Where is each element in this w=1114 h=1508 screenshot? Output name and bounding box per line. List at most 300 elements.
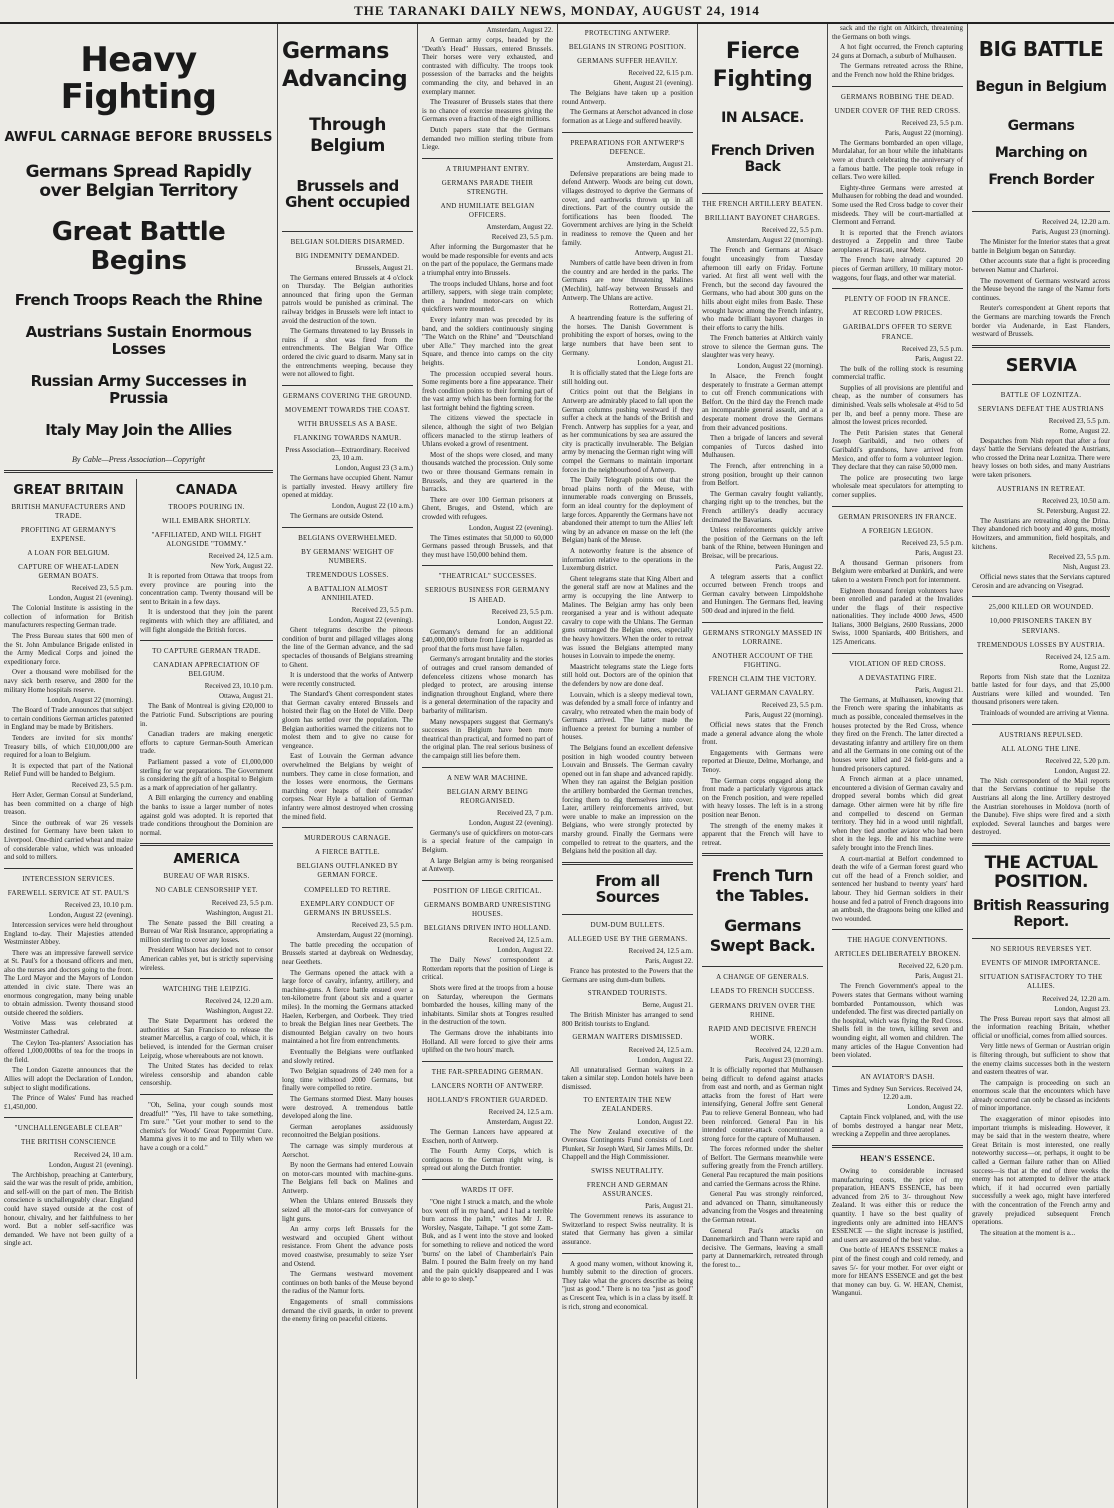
article-paragraph: The battle preceding the occupation of Brussels started at daybreak on Wednesday, near Geethets. [282, 940, 413, 967]
kicker: VALIANT GERMAN CAVALRY. [710, 688, 815, 697]
article-paragraph: The Belgians have taken up a position round Antwerp. [562, 89, 693, 106]
headline-big-battle: BIG BATTLE [978, 37, 1104, 61]
kicker: GARIBALDI'S OFFER TO SERVE FRANCE. [842, 323, 953, 341]
dateline: Received 24, 12.5 a.m. [488, 936, 553, 945]
article-paragraph: Supplies of all provisions are plentiful and cheap, as the number of consumers has diminished. Veals sells wholesale at 4½d to 5d per lb, and beef a penny more. These are almost the lowest prices recorded. [832, 383, 963, 427]
article-paragraph: The French have already captured 20 pieces of German artillery, 10 military motor-waggons, four flags, and other war material. [832, 256, 963, 282]
kicker: BELGIANS OUTFLANKED BY GERMAN FORCE. [296, 862, 399, 880]
article-paragraph: It is officially stated that the Liege forts are still holding out. [562, 369, 693, 386]
kicker: WARDS IT OFF. [461, 1185, 514, 1194]
kicker: FLANKING TOWARDS NAMUR. [293, 434, 402, 443]
article-paragraph: Over a thousand were mobilised for the navy sick berth reserve, and 2800 for the military Home hospitals reserve. [4, 668, 133, 694]
kicker: TROOPS POURING IN. [168, 502, 245, 511]
dateline: Received 24, 12.5 a.m. [628, 1045, 693, 1054]
kicker: THE FRENCH ARTILLERY BEATEN. [702, 200, 823, 209]
headline-austrians-losses: Austrians Sustain Enormous Losses [25, 323, 252, 358]
headline-fierce-fighting: Fierce Fighting [712, 39, 813, 92]
dateline: Amsterdam, August 22 (morning). [726, 236, 823, 245]
kicker: INTERCESSION SERVICES. [22, 874, 115, 883]
column-2 [278, 24, 418, 1508]
article-paragraph: The Germans at Aerschot advanced in close formation as at Liege and suffered heavily. [562, 108, 693, 126]
dateline: London, August 22. [637, 1055, 693, 1064]
dateline: Received 23, 5.5 p.m. [901, 538, 963, 547]
kicker: SERIOUS BUSINESS FOR GERMANY IS AHEAD. [425, 586, 550, 604]
column-3 [418, 24, 558, 1508]
dateline: Received 24, 12.5 a.m. [1045, 652, 1110, 661]
article-paragraph: The Germans have occupied Ghent. Namur is partially invested. Heavy artillery fire opened at midday. [282, 474, 413, 500]
kicker: 25,000 KILLED OR WOUNDED. [988, 603, 1094, 612]
article-paragraph: The Germans entered Brussels at 4 o'clock on Thursday. The Belgian authorities announced that firing upon the German patrols would be punished as criminal. The railway bridges in Brussels were left intact to avoid the destruction of the town. [282, 273, 413, 325]
kicker: BIG INDEMNITY DEMANDED. [295, 251, 400, 260]
dateline: Received 23, 5.5 p.m. [351, 920, 413, 929]
article-paragraph: It is officially reported that Mulhausen being difficult to defend against attacks from east and north, and as German night attacks from the forest of Hart were intensifying, General Joffre sent General Pau to relieve General Bonneau, who had been reinforced. General Pau in his intended counter-attack concentrated a strong force for the capture of Mulhausen. [702, 1065, 823, 1143]
kicker: THE BRITISH CONSCIENCE [21, 1138, 116, 1147]
kicker: CAPTURE OF WHEAT-LADEN GERMAN BOATS. [18, 563, 119, 581]
dateline: Amsterdam, August 22. [486, 1118, 553, 1126]
kicker: 10,000 PRISONERS TAKEN BY SERVIANS. [989, 617, 1093, 635]
article-paragraph: The strength of the enemy makes it apparent that the French will have to retreat. [702, 821, 823, 847]
article-paragraph: The carnage was simply murderous at Aerschot. [282, 1141, 413, 1159]
kicker: GERMANS SUFFER HEAVILY. [577, 57, 678, 66]
dateline: London, August 21. [637, 359, 693, 368]
kicker: FAREWELL SERVICE AT ST. PAUL'S [7, 888, 130, 897]
kicker: PLENTY OF FOOD IN FRANCE. [844, 295, 951, 304]
article-paragraph: The Prince of Wales' Fund has reached £1,450,000. [4, 1094, 133, 1111]
article-paragraph: Every infantry man was preceded by its band, and the soldiers continuously singing "The Watch on the Rhine" and "Deutschland uber Alle." They marched into the great Square, and thence into camps on the city heights. [422, 315, 553, 367]
dateline: Received 24, 12.5 a.m. [488, 1108, 553, 1116]
headline-brussels-ghent: Brussels and Ghent occupied [285, 176, 410, 211]
dateline: Paris, August 21. [915, 972, 963, 981]
kicker: VIOLATION OF RED CROSS. [849, 659, 946, 668]
dateline: Antwerp, August 21. [634, 249, 693, 258]
dateline: London, August 22. [1054, 766, 1110, 775]
article-paragraph: The Times estimates that 50,000 to 60,000 Germans passed through Brussels, and that they must have 150,000 behind them. [422, 533, 553, 559]
article-paragraph: The police are prosecuting two large wholesale meat speculators for attempting to corner supplies. [832, 473, 963, 499]
kicker: PROFITING AT GERMANY'S EXPENSE. [20, 525, 117, 543]
kicker: COMPELLED TO RETIRE. [304, 885, 391, 894]
section-head-canada: CANADA [175, 482, 238, 498]
dateline: Press Association—Extraordinary. Received 23, 10 a.m. [285, 446, 410, 463]
kicker: GERMANS BOMBARD UNRESISTING HOUSES. [423, 900, 552, 918]
kicker: EXEMPLARY CONDUCT OF GERMANS IN BRUSSELS. [300, 899, 395, 917]
dateline: Received 23, 10.50 a.m. [1042, 496, 1110, 505]
article-paragraph: Engagements with Germans were reported at Dieuze, Delme, Morhange, and Tenoy. [702, 748, 823, 775]
dateline: Paris, August 22 (morning). [745, 711, 823, 720]
article-paragraph: Herr Axler, German Consul at Sunderland, has been committed on a charge of high treason. [4, 790, 133, 817]
dateline: Received 23, 5.5 p.m. [71, 780, 133, 789]
article-paragraph: Reports from Nish state that the Loznitza battle lasted for four days, and that 25,000 Austrians were killed and wounded. Ten thousand prisoners were taken. [972, 672, 1110, 707]
article-paragraph: The bulk of the rolling stock is resuming commercial traffic. [832, 364, 963, 382]
kicker: CANADIAN APPRECIATION OF BELGIUM. [153, 661, 260, 679]
article-paragraph: Official news states that the Servians captured Cerosin and are advancing on Visegrad. [972, 573, 1110, 590]
article-paragraph: The Nish correspondent of the Mail reports that the Servians continue to repulse the Austrians all along the line. Artillery destroyed the Austrian storehouses in Moldova (north of the Danube). Five ships were fired and a sixth exploded. Several launches and barges were destroyed. [972, 776, 1110, 837]
dateline: Received 24, 10 a.m. [73, 1150, 133, 1159]
article-paragraph: The Germans are outside Ostend. [290, 511, 384, 520]
advertisement-title: HEAN'S ESSENCE. [860, 1153, 935, 1163]
byline: By Cable—Press Association—Copyright [72, 454, 205, 464]
article-paragraph: The French Government's appeal to the Powers states that Germans without warning bombarded Pontamousson, which was undefended. The first was directed partially on the hospital, which was flying the Red Cross. Shells fell in the town, killing seven and wounding eight, all women and children. The many articles of the Hague Convention had been violated. [832, 982, 963, 1060]
kicker: PREPARATIONS FOR ANTWERP'S DEFENCE. [570, 138, 685, 156]
dateline: London, August 22. [907, 1102, 963, 1111]
dateline: Received 22, 5.5 p.m. [761, 226, 823, 235]
dateline: Paris, August 22. [645, 956, 693, 965]
kicker: BELGIANS OVERWHELMED. [298, 533, 397, 542]
kicker: A NEW WAR MACHINE. [447, 773, 528, 782]
article-paragraph: sack and the right on Altkirch, threatening the Germans on both wings. [832, 24, 963, 41]
dateline: Received 22, 5.20 p.m. [1045, 756, 1110, 765]
dateline: New York, August 22. [210, 562, 273, 571]
article-paragraph: The Germans threatened to lay Brussels in ruins if a shot was fired from the entrenchments. The Belgian War Office ordered the civic guard to disarm. Many sat in the entrenchments weeping, because they were not allowed to fight. [282, 327, 413, 379]
column-1 [0, 24, 278, 1508]
kicker: A TRIUMPHANT ENTRY. [445, 164, 530, 173]
kicker: TREMENDOUS LOSSES BY AUSTRIA. [976, 640, 1106, 649]
article-paragraph: A heartrending feature is the suffering of the horses. The Danish Government is prohibiting the export of horses, owing to the large numbers that have been sent to Germany. [562, 314, 693, 357]
advertisement: "One night I struck a match, and the whole box went off in my hand, and I had a terrible burn across the palm," writes Mr J. R. Worsley, Nasgate, Taihape. "I got some Zam-Buk, and as I went into the stove and looked for something to relieve and noticed the word 'burns' on the label of Chamberlain's Pain Balm. I poured the Balm freely on my hand and the pain quickly disappeared and I was able to go to sleep." [422, 1198, 553, 1284]
kicker: RAPID AND DECISIVE FRENCH WORK. [708, 1024, 817, 1042]
dateline: Received 23, 5.5 p.m. [761, 701, 823, 710]
article-paragraph: After informing the Burgomaster that he would be made responsible for events and acts on the part of the populace, the Germans made a triumphal entry into Brussels. [422, 243, 553, 277]
dateline: London, August 22 (evening). [48, 910, 133, 919]
section-canada-america [140, 479, 273, 1379]
dateline: Ghent, August 21 (evening). [613, 79, 693, 88]
kicker: PROTECTING ANTWERP. [584, 29, 671, 37]
kicker: MURDEROUS CARNAGE. [304, 834, 391, 843]
kicker: AUSTRIANS IN RETREAT. [996, 484, 1086, 493]
headline-italy-allies: Italy May Join the Allies [45, 421, 232, 440]
kicker: AT RECORD LOW PRICES. [852, 309, 943, 318]
kicker: GERMANS DRIVEN OVER THE RHINE. [709, 1001, 816, 1019]
kicker: EVENTS OF MINOR IMPORTANCE. [981, 959, 1101, 968]
kicker: BUREAU OF WAR RISKS. [163, 872, 250, 881]
dateline: Times and Sydney Sun Services. Received 24, 12.20 a.m. [832, 1084, 963, 1101]
article-paragraph: The Bank of Montreal is giving £20,000 to the Patriotic Fund. Subscriptions are pouring in. [140, 702, 273, 728]
kicker: UNDER COVER OF THE RED CROSS. [834, 106, 961, 115]
advertisement: A good many women, without knowing it, humbly submit to the direction of grocers. They take what the grocers describe as being "just as good." There is no tea "just as good" as Crescent Tea, which is in a class by itself. It is rich, strong and economical. [562, 1259, 693, 1311]
article-paragraph: Dutch papers state that the Germans demanded two million sterling tribute from Liege. [422, 125, 553, 152]
kicker: STRANDED TOURISTS. [587, 989, 668, 998]
article-paragraph: The Daily News' correspondent at Rotterdam reports that the position of Liege is critical. [422, 956, 553, 982]
kicker: A FIERCE BATTLE. [315, 848, 380, 857]
dateline: Paris, August 22 (morning). [885, 128, 963, 137]
dateline: London, August 21 (evening). [48, 594, 133, 603]
headline-french-driven-back: French Driven Back [710, 143, 815, 175]
headline-british-report: British Reassuring Report. [972, 898, 1110, 930]
article-paragraph: France has protested to the Powers that the Germans are using dum-dum bullets. [562, 966, 693, 984]
article-paragraph: Official news states that the French made a general advance along the whole front. [702, 721, 823, 747]
article-paragraph: A court-martial at Belfort condemned to death the wife of a German forest guard who cut off the head of a French soldier, and sentenced her husband to twenty years' hard labour. They hid German soldiers in their house and fed a patrol of French dragoons into an ambush, the dragoons being one killed and two wounded. [832, 854, 963, 923]
article-paragraph: Ghent telegrams state that King Albert and the general staff are now at Malines and the army is occupying the line Antwerp to Malines. The Belgian army has only been reorganised a year and is without adequate cavalry to cope with the Uhlans. The German guns outranged the Belgian ones, especially the heavy howitzers. When the order to retreat was issued the Belgians attempted many houses in Louvain to impede the enemy. [562, 574, 693, 661]
dateline: London, August 23. [1054, 1004, 1110, 1013]
article-paragraph: The Germans bombarded an open village, Murdalahar, for an hour while the inhabitants were at church celebrating the anniversary of a famous battle. The people took refuge in cellars. Two were killed. [832, 138, 963, 182]
kicker: BRILLIANT BAYONET CHARGES. [704, 214, 821, 223]
article-paragraph: The London Gazette announces that the Allies will adopt the Declaration of London, subject to slight modifications. [4, 1066, 133, 1092]
article-paragraph: Intercession services were held throughout England to-day. Their Majesties attended Westminster Abbey. [4, 920, 133, 947]
advertisement: One bottle of HEAN'S ESSENCE makes a pint of the finest cough and cold remedy, and saves 5/- for your mother. For over eight or more for HEAN'S ESSENCE and get the best that money can buy. G. W. HEAN, Chemist, Wanganui. [832, 1246, 963, 1298]
article-paragraph: The Germans drove the inhabitants into Holland. All were forced to give their arms uplifted on the two hours' march. [422, 1028, 553, 1055]
column-5 [698, 24, 828, 1508]
article-paragraph: Reuter's correspondent at Ghent reports that the Germans are marching towards the French border via Audenarde, in East Flanders, westward of Brussels. [972, 304, 1110, 339]
kicker: AN AVIATOR'S DASH. [860, 1072, 935, 1081]
article-paragraph: The French, after entrenching in a strong position, brought up their cannon from Belfort. [702, 462, 823, 488]
dateline: Amsterdam, August 22. [486, 223, 553, 232]
article-paragraph: Since the outbreak of war 26 vessels destined for Germany have been taken to Liverpool. One-third carried wheat and maize of considerable value, which was unloaded and sold to millers. [4, 818, 133, 862]
section-head-america: AMERICA [173, 852, 240, 868]
article-paragraph: There was an impressive farewell service at St. Paul's for a thousand officers and men, also the nurses and doctors going to the front. The Lord Mayor and the Mayors of London attended in civic state. There was an enormous congregation, many being unable to obtain admission. Twenty thousand stood outside cheered the soldiers. [4, 948, 133, 1017]
dateline: Received 23, 7 p.m. [497, 808, 553, 817]
article-paragraph: Ghent telegrams describe the piteous condition of burnt and pillaged villages along the line of the German advance, and the sad spectacles of thousands of Belgians streaming to Ghent. [282, 626, 413, 669]
headline-germans-advancing: Germans Advancing [282, 39, 408, 92]
article-paragraph: The Germans opened the attack with a large force of cavalry, infantry, artillery, and machine-guns. A fierce battle ensued over a ten-kilometre front (about six and a quarter miles). In the morning the Germans attacked Haelen, Kerbergen, and Oorbeek. They tried to break the Belgian lines near Geetbets. The dismounted Belgian cavalry on two hours maintained a hot fire from entrenchments. [282, 968, 413, 1046]
dateline: London, August 21 (evening). [48, 1160, 133, 1169]
kicker: TO CAPTURE GERMAN TRADE. [152, 647, 261, 656]
dateline: London, August 23 (3 a.m.) [335, 464, 413, 473]
kicker: BELGIANS IN STRONG POSITION. [568, 43, 687, 52]
kicker: BELGIAN SOLDIERS DISARMED. [290, 237, 405, 246]
dateline: Paris, August 21. [915, 685, 963, 694]
kicker: ALLEGED USE BY THE GERMANS. [567, 934, 688, 943]
headline-actual-position: THE ACTUAL POSITION. [984, 853, 1098, 892]
article-paragraph: Germany's arrogant brutality and the stories of outrages and cruel ransom demanded of defenceless citizens whose monarch has pledged to protect, are arousing intense indignation throughout England, where there is a general determination of the rapacity and barbarity of militarism. [422, 655, 553, 715]
article-paragraph: Unless reinforcements quickly arrive the position of the Germans on the left bank of the Rhine, between Huningen and Breisac, will be precarious. [702, 526, 823, 560]
dateline: Washington, August 21. [205, 908, 273, 917]
kicker: NO SERIOUS REVERSES YET. [990, 945, 1092, 954]
article-paragraph: The Archbishop, preaching at Canterbury, said the war was the result of pride, ambition, and self-will on the part of men. The British conscience is unchallengeably clear. England could have stayed outside at the cost of honour, chivalry, and her faithfulness to her word. But a nobler self-sacrifice was demanded. We have not been guilty of a single act. [4, 1170, 133, 1248]
article-paragraph: The Germans, at Mulhausen, knowing that the French were sparing the inhabitants as much as possible, concealed themselves in the houses protected by the Red Cross, whence they fired on the French. The latter directed a devastating infantry and artillery fire on them and all the Germans in one coming out of the houses were killed and 24 field-guns and a hundred prisoners captured. [832, 695, 963, 773]
dateline: Received 23, 5.5 p.m. [901, 118, 963, 127]
article-paragraph: By noon the Germans had entered Louvain on motor-cars mounted with machine-guns. The Belgians fell back on Malines and Antwerp. [282, 1161, 413, 1195]
kicker: THE FAR-SPREADING GERMAN. [431, 1067, 544, 1076]
kicker: ALL ALONG THE LINE. [1001, 744, 1081, 753]
headline-heavy-fighting: Heavy Fighting [60, 40, 217, 118]
kicker: FRENCH AND GERMAN ASSURANCES. [586, 1180, 669, 1199]
article-paragraph: The Press Bureau states that 600 men of the St. John Ambulance Brigade enlisted in the Army Medical Corps and joined the expeditionary force. [4, 632, 133, 666]
article-paragraph: The Press Bureau report says that almost all the information reaching Britain, whether official or unofficial, comes from allied sources. [972, 1014, 1110, 1040]
headline-awful-carnage: AWFUL CARNAGE BEFORE BRUSSELS [4, 129, 273, 145]
kicker: HOLLAND'S FRONTIER GUARDED. [427, 1095, 548, 1104]
kicker: "UNCHALLENGEABLE CLEAR" [14, 1124, 123, 1133]
article-paragraph: Most of the shops were closed, and many thousands watched the procession. Only some two or three thousand Germans remain in Brussels, and they are quartered in the barracks. [422, 450, 553, 494]
dateline: Ottawa, August 21. [218, 692, 273, 701]
article-paragraph: A telegram asserts that a conflict occurred between French troops and German cavalry between Limpoldshohe and Huningen. The Germans fled, leaving 500 dead and injured in the field. [702, 572, 823, 615]
kicker: AND HUMILIATE BELGIAN OFFICERS. [440, 202, 535, 220]
dateline: Received 23, 5.5 p.m. [901, 344, 963, 353]
dateline: London, August 22 (evening). [468, 818, 553, 827]
dateline: Paris, August 23 (morning). [745, 1055, 823, 1064]
kicker: BY GERMANS' WEIGHT OF NUMBERS. [301, 547, 394, 565]
article-paragraph: A noteworthy feature is the absence of information relative to the operations in the Luxemburg district. [562, 547, 693, 573]
article-paragraph: In Alsace, the French fought desperately to frustrate a German attempt to cut off French communications with Belfort. On the third day the French made an incomparable general assault, and at a desperate moment drove the Germans from their advanced positions. [702, 372, 823, 432]
kicker: SERVIANS DEFEAT THE AUSTRIANS [978, 404, 1104, 413]
article-paragraph: The Colonial Institute is assisting in the collection of information for British manufacturers respecting German trade. [4, 604, 133, 630]
dateline: Brussels, August 21. [355, 263, 413, 272]
article-paragraph: A hot fight occurred, the French capturing 24 guns at Dornach, a suburb of Mulhausen. [832, 43, 963, 60]
advertisement: "Oh, Selina, your cough sounds most dreadful!" "Yes, I'll have to take something, I'm sure." "Get your mother to send to the chemist's for Woods' Great Peppermint Cure. Mamma gives it to me and to Tilly when we have a cough or a cold." [140, 1100, 273, 1152]
kicker: GERMANS ROBBING THE DEAD. [840, 92, 955, 101]
dateline: Received 24, 12.20 a.m. [1042, 994, 1110, 1003]
column-4 [558, 24, 698, 1508]
article-paragraph: Defensive preparations are being made to defend Antwerp. Woods are being cut down, villages destroyed to deprive the Germans of cover, and earthworks thrown up in all directions. Part of the country outside the fortifications has been flooded. The Government archives are lying in the Scheldt in readiness to remove the Queen and her family. [562, 169, 693, 247]
article-paragraph: The situation at the moment is a... [980, 1228, 1076, 1237]
headline-french-rhine: French Troops Reach the Rhine [14, 290, 263, 309]
kicker: WITH BRUSSELS AS A BASE. [297, 420, 398, 428]
dateline: Received 23, 5.5 p.m. [491, 607, 553, 616]
dateline: Amsterdam, August 22 (morning). [316, 930, 413, 939]
article-paragraph: The New Zealand executive of the Overseas Contingents Fund consists of Lord Plunket, Sir Joseph Ward, Sir James Mills, Dr. Chappell and the High Commissioner. [562, 1127, 693, 1162]
article-paragraph: The Petit Parisien states that General Joseph Garibaldi, and two others of Garibaldi's grandsons, have arrived from Mexico, and offer to form a volunteer legion. They declare that they can raise 50,000 men. [832, 428, 963, 472]
dateline: Received 23, 5.5 p.m. [491, 233, 553, 242]
dateline: London, August 22. [497, 946, 553, 955]
article-paragraph: The citizens viewed the spectacle in silence, although the sight of two Belgian officers manacled to the stirrup leathers of Uhlans evoked a growl of resentment. [422, 414, 553, 449]
article-paragraph: Despatches from Nish report that after a four days' battle the Servians defeated the Austrians, who crossed the Drina near Loznitza. There were heavy losses on both sides, and many Austrians were taken prisoners. [972, 436, 1110, 480]
kicker: GERMANS PARADE THEIR STRENGTH. [441, 178, 534, 196]
kicker: ANOTHER ACCOUNT OF THE FIGHTING. [711, 651, 814, 669]
kicker: "AFFILIATED, AND WILL FIGHT ALONGSIDE "TOMMY." [151, 530, 262, 548]
section-head-great-britain: GREAT BRITAIN [13, 482, 124, 498]
kicker: BELGIAN ARMY BEING REORGANISED. [446, 787, 529, 805]
kicker: A LOAN FOR BELGIUM. [27, 549, 110, 558]
article-paragraph: Votive Mass was celebrated at Westminster Cathedral. [4, 1019, 133, 1037]
dateline: Amsterdam, August 21. [626, 159, 693, 168]
dateline: Received 23, 10.10 p.m. [204, 682, 273, 691]
kicker: GERMANS COVERING THE GROUND. [282, 391, 413, 400]
dateline: Received 24, 12.5 a.m. [208, 552, 273, 561]
article-paragraph: The Germans stormed Diest. Many houses were destroyed. A tremendous battle developed along the line. [282, 1094, 413, 1121]
article-paragraph: German aeroplanes assiduously reconnoitred the Belgian positions. [282, 1122, 413, 1140]
kicker: A FOREIGN LEGION. [861, 526, 934, 535]
headline-russian-army: Russian Army Successes in Prussia [30, 372, 247, 407]
article-paragraph: General Pau's attacks on Dannemarkirch and Thann were rapid and decisive. The Germans, leaving a small party at Dannemarkirch, retreated through the forest to... [702, 1226, 823, 1270]
kicker: WATCHING THE LEIPZIG. [162, 985, 251, 994]
headline-great-battle: Great Battle Begins [51, 217, 226, 277]
kicker: SWISS NEUTRALITY. [591, 1166, 664, 1175]
kicker: BRITISH MANUFACTURERS AND TRADE. [11, 502, 126, 520]
article-paragraph: The Daily Telegraph points out that the broad plains north of the Meuse, with innumerable roads converging on Brussels, form an ideal country for the deployment of large forces. Apparently the Germans have not abandoned their attempt to turn the Allies' left wing by an advance en masse on the left (the Belgian) bank of the Meuse. [562, 476, 693, 545]
article-paragraph: It is understood that they join the parent regiments with which they are affiliated, and will fight alongside the British forces. [140, 608, 273, 634]
dateline: Received 24, 12.20 a.m. [755, 1045, 823, 1054]
dateline: Paris, August 23. [915, 548, 963, 557]
article-paragraph: Eighteen thousand foreign volunteers have been enrolled and paraded at the Invalides under the flags of their respective nationalities. They include 4000 Jews, 4500 Italians, 3000 Belgians, 2600 Russians, 2000 Swiss, 1000 Spaniards, 400 Britishers, and 125 Americans. [832, 586, 963, 647]
kicker: SITUATION SATISFACTORY TO THE ALLIES. [979, 973, 1103, 991]
dateline: Received 24, 12.5 a.m. [628, 946, 693, 955]
kicker: TO ENTERTAIN THE NEW ZEALANDERS. [583, 1096, 672, 1114]
kicker: A DEVASTATING FIRE. [858, 673, 937, 682]
article-paragraph: The French and Germans at Alsace fought unceasingly from Tuesday afternoon till early on Friday. Fortune varied. At first all went well with the French, but the second day favoured the Germans, who had about 300 guns on the hills about eight miles from Basle. These wrought havoc among the French infantry, who made brilliant bayonet charges in their efforts to carry the hills. [702, 246, 823, 332]
article-paragraph: Captain Finck volplaned, and, with the use of bombs destroyed a hangar near Metz, wrecking a Zeppelin and three aeroplanes. [832, 1112, 963, 1139]
dateline: Received 22, 6.15 p.m. [628, 69, 693, 78]
article-paragraph: Other accounts state that a fight is proceeding between Namur and Charleroi. [972, 257, 1110, 274]
article-paragraph: Many newspapers suggest that Germany's successes in Belgium have been more theatrical than practical, and formed no part of the original plan. The real serious business of the campaign still lies before them. [422, 717, 553, 760]
dateline: Received 24, 12.20 a.m. [1042, 218, 1110, 227]
article-paragraph: General Pau was strongly reinforced, and advanced on Thann, simultaneously advancing from the Vosges and threatening the German retreat. [702, 1190, 823, 1225]
dateline: Paris, August 21. [645, 1202, 693, 1211]
dateline: Rotterdam, August 21. [629, 304, 693, 313]
headline-from-all-sources: From all Sources [595, 871, 660, 907]
kicker: NO CABLE CENSORSHIP YET. [155, 886, 258, 895]
article-paragraph: An army corps left Brussels for the westward and occupied Ghent without resistance. From Ghent the advance posts moved coastwise, presumably to seize Yser and Ostend. [282, 1225, 413, 1268]
article-paragraph: Shots were fired at the troops from a house on Saturday, whereupon the Germans bombarded the houses, killing many of the inhabitants. Similar shots at Tongres resulted in the destruction of the town. [422, 983, 553, 1027]
article-paragraph: Engagements of small commissions demand the civil guards, in order to prevent the enemy firing on peaceful citizens. [282, 1298, 413, 1324]
kicker: POSITION OF LIEGE CRITICAL. [433, 886, 542, 895]
article-paragraph: The Senate passed the Bill creating a Bureau of War Risk Insurance, appropriating a million sterling to cover any losses. [140, 918, 273, 944]
kicker: BATTLE OF LOZNITZA. [1000, 390, 1082, 399]
dateline: London, August 22 (evening). [468, 523, 553, 532]
dateline: London, August 22 (morning). [47, 696, 133, 705]
dateline: Received 23, 5.5 p.m. [1048, 553, 1110, 562]
article-paragraph: A French airman at a place unnamed, encountered a division of German cavalry and dropped several bombs which did great damage. Other airmen were hit by rifle fire and compelled to descend on German territory. They hid in a wood until nightfall, when they tied another aviator who had been shot in the legs. He and his machine were safely brought into the French lines. [832, 775, 963, 852]
headline-servia: SERVIA [1005, 354, 1077, 376]
article-paragraph: East of Louvain the German advance overwhelmed the Belgians by weight of numbers. They came in close formation, and the losses were enormous, the Germans marching over heaps of their comrades' corpses. Near Hyle a battalion of German infantry were almost destroyed when crossing the mined field. [282, 752, 413, 821]
article-paragraph: The Fourth Army Corps, which is contiguous to the German right wing, is spread out along the Dutch frontier. [422, 1147, 553, 1173]
kicker: TREMENDOUS LOSSES. [306, 570, 389, 579]
article-paragraph: A thousand German prisoners from Belgium were embarked at Dunkirk, and were taken to a western French port for internment. [832, 558, 963, 584]
kicker: LANCERS NORTH OF ANTWERP. [431, 1081, 544, 1090]
kicker: BELGIANS DRIVEN INTO HOLLAND. [423, 924, 552, 933]
article-paragraph: President Wilson has decided not to censor American cables yet, but is strictly supervising wireless. [140, 946, 273, 972]
article-paragraph: Canadian traders are making energetic efforts to capture German-South American trade. [140, 730, 273, 756]
article-paragraph: It is reported from Ottawa that troops from every province are pouring into the concentration camp. Twenty thousand will be sent to Britain in a few days. [140, 572, 273, 606]
article-paragraph: A Bill enlarging the currency and enabling the banks to issue a larger number of notes against gold was adopted. It is reported that trade conditions throughout the Dominion are normal. [140, 794, 273, 837]
dateline: Paris, August 22. [775, 562, 823, 571]
dateline: London, August 22 (morning). [737, 362, 823, 371]
dateline: London, August 22. [637, 1117, 693, 1126]
article-paragraph: It is expected that part of the National Relief Fund will be handed to Belgium. [4, 761, 133, 779]
article-paragraph: The procession occupied several hours. Some regiments bore a fine appearance. Their fresh condition points to their forming part of the vast army which has been forming for the last fortnight behind the fighting screen. [422, 369, 553, 412]
dateline: London, August 22. [497, 617, 553, 626]
column-6 [828, 24, 968, 1508]
article-paragraph: When the Uhlans entered Brussels they seized all the motor-cars for conveyance of light guns. [282, 1197, 413, 1223]
article-paragraph: The troops included Uhlans, horse and foot artillery, sappers, with siege train complete; then a hundred motor-cars on which quickfirers were mounted. [422, 279, 553, 314]
kicker: FRENCH CLAIM THE VICTORY. [708, 674, 817, 683]
dateline: London, August 22 (evening). [328, 616, 413, 625]
article-paragraph: The forces reformed under the shelter of Belfort. The Germans meanwhile were suffering greatly from the French artillery. General Pau recaptured the main positions and carried the Germans across the Rhine. [702, 1145, 823, 1188]
headline-in-alsace: IN ALSACE. [721, 110, 804, 126]
dateline: Nish, August 23. [1062, 563, 1110, 572]
article-paragraph: Very little news of German or Austrian origin is filtering through, but sufficient to show that the enemy claims successes both in the western and eastern theatres of war. [972, 1042, 1110, 1077]
article-paragraph: Eventually the Belgians were outflanked and slowly retired. [282, 1047, 413, 1065]
dateline: Rome, August 22. [1059, 426, 1110, 435]
kicker: LEADS TO FRENCH SUCCESS. [710, 987, 815, 996]
article-paragraph: The United States has decided to relax wireless censorship and abandon cable censorship. [140, 1062, 273, 1088]
headline-germans-spread: Germans Spread Rapidly over Belgian Territory [25, 162, 252, 201]
kicker: GERMAN PRISONERS IN FRANCE. [838, 512, 957, 521]
kicker: A CHANGE OF GENERALS. [716, 973, 809, 982]
article-paragraph: The exaggeration of minor episodes into important triumphs is misleading. However, it may be said that in the western theatre, where Great Britain is most interested, one really noteworthy success—or, perhaps, it ought to be called a German failure rather than on Allied success—is that at the end of three weeks the enemy has not attempted to deliver the attack which, if it had occurred even partially successfully a week ago, might have interfered with the concentration of the French army and gravely prejudiced subsequent French operations. [972, 1115, 1110, 1227]
dateline: Paris, August 23 (morning). [1032, 228, 1110, 237]
article-paragraph: The German cavalry fought valiantly, charging right up to the trenches, but the French artillery's deadly accuracy decimated the Bavarians. [702, 489, 823, 524]
article-paragraph: The British Minister has arranged to send 800 British tourists to England. [562, 1011, 693, 1028]
kicker: THE HAGUE CONVENTIONS. [847, 936, 948, 945]
kicker: "THEATRICAL" SUCCESSES. [438, 572, 537, 581]
article-paragraph: Trainloads of wounded are arriving at Vienna. [980, 709, 1109, 718]
headline-french-turn-tables: French Turn the Tables. [712, 866, 813, 906]
headline-germans-marching: Germans Marching on French Border [988, 118, 1094, 188]
column-7 [968, 24, 1114, 1508]
article-paragraph: Critics point out that the Belgians in Antwerp are admirably placed to fall upon the German columns pushing westward if they suffer a check at the hands of the British and French. Antwerp has supplies for a year, and as her communications by sea are assured the city is practically invulnerable. The Belgian army by menacing the German right wing will compel the Germans to maintain important forces in the neighbourhood of Antwerp. [562, 388, 693, 474]
article-paragraph: The Minister for the Interior states that a great battle in Belgium began on Saturday. [972, 238, 1110, 255]
article-paragraph: There are over 100 German prisoners at Ghent, Bruges, and Ostend, which are crowded with refugees. [422, 495, 553, 521]
article-paragraph: All unnaturalised German waiters in a taken a similar step. London hotels have been dismissed. [562, 1065, 693, 1091]
headline-germans-swept-back: Germans Swept Back. [709, 916, 816, 956]
kicker: MOVEMENT TOWARDS THE COAST. [285, 405, 410, 414]
article-paragraph: The Standard's Ghent correspondent states that German cavalry entered Brussels and hoisted their flag on the Hotel de Ville. Deep gloom has settled over the population. The Belgian authorities warned the citizens not to molest them and to give no cause for vengeance. [282, 690, 413, 750]
article-paragraph: The Treasurer of Brussels states that there is no chance of exercise measures giving the Germans even a fraction of the eight millions. [422, 98, 553, 124]
article-paragraph: The campaign is proceeding on such an enormous scale that the encounters which have already occurred can only be classed as incidents of minor importance. [972, 1078, 1110, 1113]
kicker: GERMANS STRONGLY MASSED IN LORRAINE. [702, 628, 823, 646]
article-paragraph: The movement of Germans westward across the Meuse beyond the range of the Namur forts continues. [972, 276, 1110, 302]
article-paragraph: The Germans retreated across the Rhine, and the French now hold the Rhine bridges. [832, 62, 963, 79]
article-paragraph: The Board of Trade announces that subject to certain conditions German articles patented in England may be made by Britishers. [4, 706, 133, 732]
dateline: Amsterdam, August 22. [486, 26, 553, 34]
